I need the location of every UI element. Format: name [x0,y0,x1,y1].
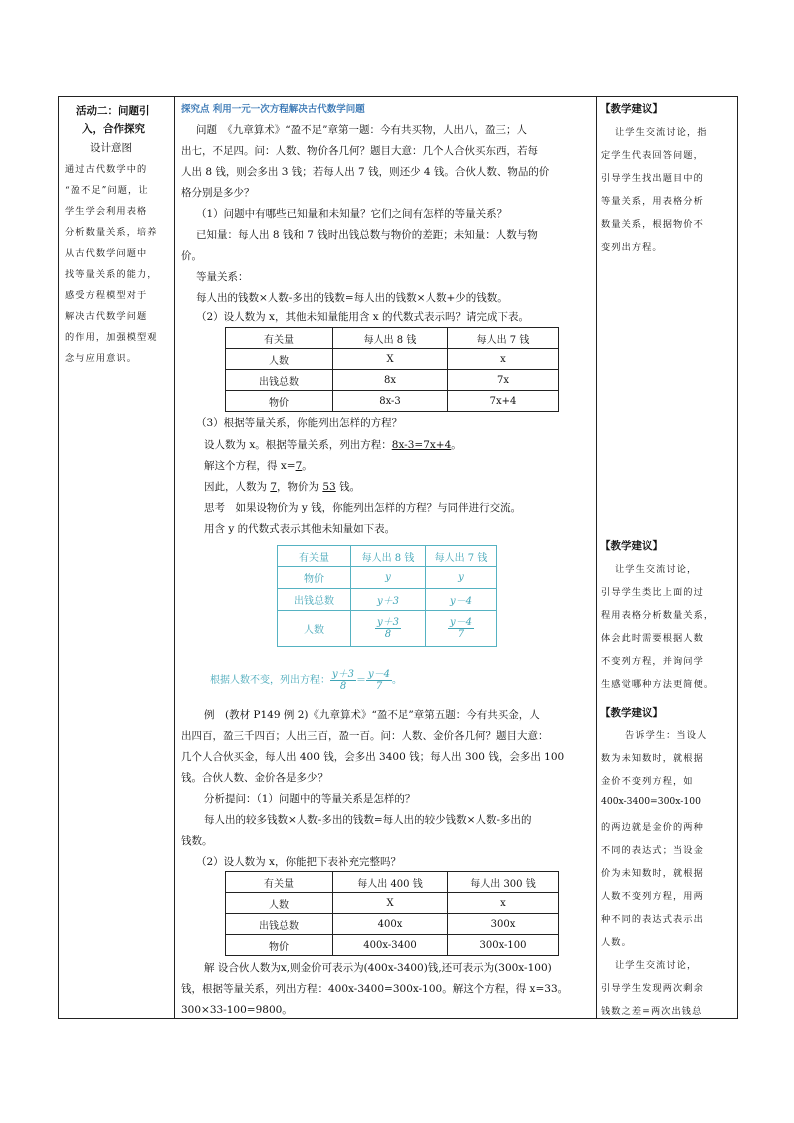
table-row [278,611,497,647]
table-cell: y [351,567,426,589]
fraction: $\frac{y+3}{8}$ [376,617,399,640]
table-cell: 400x [333,914,448,935]
table-header-cell: 有关量 [278,546,351,567]
section-heading: 探究点 利用一元一次方程解决古代数学问题 [181,104,365,115]
fraction: $\frac{y-4}{7}$ [449,617,472,640]
known-line: 已知量：每人出 8 钱和 7 钱时出钱总数与物价的差距；未知量：人数与物 [196,229,538,241]
suggestion-title: 【教学建议】 [600,707,663,719]
table-cell: X [333,893,448,914]
suggestion-line: 金价不变列方程，如 [601,776,694,787]
suggestion-line: 让学生交流讨论， [615,564,698,575]
question-1: （1）问题中有哪些已知量和未知量？它们之间有怎样的等量关系？ [196,208,508,220]
design-line: 解决古代数学问题 [65,311,148,322]
design-intent-title: 设计意图 [90,142,132,154]
design-line: “盈不足”问题，让 [65,185,149,196]
result-people: 7 [270,481,278,493]
table-cell: 人数 [226,893,333,914]
table-cell: 物价 [278,567,351,589]
table-header-cell: 每人出 8 钱 [333,328,448,349]
analysis-answer-line: 钱数。 [181,835,213,847]
lesson-table [58,96,738,1019]
solution-line: 解 设合伙人数为x,则金价可表示为(400x-3400)钱,还可表示为(300x-100) [204,962,552,974]
table-cell: 8x [333,370,448,391]
table-header-cell: 每人出 400 钱 [333,872,448,893]
suggestion-line: 人数不变列方程，用两 [601,891,704,902]
question-2b: （2）设人数为 x，你能把下表补充完整吗？ [196,856,401,868]
design-line: 的作用，加强模型观 [65,332,158,343]
design-line: 学生学会利用表格 [65,206,148,217]
table-row [278,567,497,589]
table-cell: x [448,349,559,370]
suggestion-line: 不同的表达式；当设金 [601,845,704,856]
problem-line: 出七，不足四。问：人数、物价各几何？题目大意：几个人合伙买东西，若每 [181,145,538,157]
result-line: 因此，人数为 7，物价为 53 钱。 [204,481,361,493]
table-cell [426,611,497,647]
suggestion-line: 引导学生类比上面的过 [601,587,704,598]
example-line: 几个人合伙买金，每人出 400 钱，会多出 3400 钱；每人出 300 钱，会多出 100 [181,751,565,763]
result-price: 53 [322,481,336,493]
problem-line: 格分别是多少？ [181,187,255,199]
think-line: 思考 如果设物价为 y 钱，你能列出怎样的方程？与同伴进行交流。 [204,502,522,514]
suggestion-line: 生感觉哪种方法更简便。 [601,679,715,690]
table-header-cell: 有关量 [226,872,333,893]
problem-line: 问题 《九章算术》“盈不足”章第一题：今有共买物，人出八，盈三；人 [196,124,527,136]
table-cell: X [333,349,448,370]
table-cell: y＋3 [351,589,426,611]
example-line: 例 (教材 P149 例 2)《九章算术》“盈不足”章第五题：今有共买金，人 [204,709,540,721]
table-row [226,914,559,935]
quantity-table-x [225,327,559,412]
suggestion-title: 【教学建议】 [600,540,663,552]
table-header-cell: 每人出 7 钱 [426,546,497,567]
table-cell [351,611,426,647]
analysis-question: 分析提问：（1）问题中的等量关系是怎样的？ [204,793,416,805]
solution-line: 300×33-100=9800。 [181,1004,293,1016]
table-cell: 300x [448,914,559,935]
solve-line: 解这个方程，得 x=7。 [204,460,313,472]
design-line: 感受方程模型对于 [65,290,148,301]
suggestion-line: 告诉学生：当设人 [625,730,708,741]
suggestion-line: 变列出方程。 [601,242,663,253]
suggestion-line: 定学生代表回答问题， [601,150,704,161]
example-line: 出四百，盈三千四百；人出三百，盈一百。问：人数、金价各几何？题目大意： [181,730,549,742]
suggestion-line: 种不同的表达式表示出 [601,914,704,925]
question-2: （2）设人数为 x，其他未知量能用含 x 的代数式表示吗？请完成下表。 [196,311,530,323]
suggestion-line: 价为未知数时，就根据 [601,868,704,879]
suggestion-line: 数为未知数时，就根据 [601,753,704,764]
table-cell: y [426,567,497,589]
table-cell: 物价 [226,391,333,412]
suggestion-line: 等量关系，用表格分析 [601,196,704,207]
equation-by-people: 根据人数不变，列出方程： $\frac{y+3}{8}$ ＝ $\frac{y-4}{7}$ 。 [210,669,403,692]
table-cell: 400x-3400 [333,935,448,956]
table-header-cell: 每人出 8 钱 [351,546,426,567]
suggestion-line: 人数。 [601,937,632,948]
table-row [226,370,559,391]
column-divider [174,97,175,1018]
design-line: 念与应用意识。 [65,353,138,364]
suggestion-line: 不变列方程，并询问学 [601,656,704,667]
table-cell: 8x-3 [333,391,448,412]
table-cell: 人数 [226,349,333,370]
suggestion-line: 数量关系，根据物价不 [601,219,704,230]
table-cell: 出钱总数 [226,914,333,935]
suggestion-line: 程用表格分析数量关系， [601,610,715,621]
table-header-cell: 每人出 300 钱 [448,872,559,893]
activity-title-line1: 活动二：问题引 [76,105,150,117]
suggestion-line: 让学生交流讨论， [615,960,698,971]
question-3: （3）根据等量关系，你能列出怎样的方程？ [196,417,403,429]
design-line: 分析数量关系，培养 [65,227,158,238]
table-row [226,391,559,412]
suggestion-line: 钱数之差=两次出钱总 [601,1006,703,1017]
think-line-2: 用含 y 的代数式表示其他未知量如下表。 [204,523,396,535]
design-line: 通过古代数学中的 [65,164,148,175]
table-cell: 7x [448,370,559,391]
table-cell: 出钱总数 [226,370,333,391]
table-row [278,589,497,611]
suggestion-title: 【教学建议】 [600,103,663,115]
solve-answer: 7 [295,460,303,472]
suggestion-line: 的两边就是金价的两种 [601,822,704,833]
equation-line: 设人数为 x。根据等量关系，列出方程：8x-3=7x+4。 [204,439,462,451]
table-cell: 物价 [226,935,333,956]
table-cell: 7x+4 [448,391,559,412]
example-line: 钱。合伙人数、金价各是多少？ [181,772,328,784]
analysis-answer-line: 每人出的较多钱数×人数-多出的钱数=每人出的较少钱数×人数-多出的 [204,814,532,826]
gold-table [225,871,559,956]
suggestion-line: 引导学生发现两次剩余 [601,983,704,994]
table-row [226,935,559,956]
design-line: 找等量关系的能力， [65,269,158,280]
quantity-table-y [277,545,497,647]
equal-relation-title: 等量关系： [196,271,249,283]
table-cell: 人数 [278,611,351,647]
suggestion-line: 体会此时需要根据人数 [601,633,704,644]
suggestion-line: 400x-3400=300x-100 [601,796,701,807]
suggestion-line: 引导学生找出题目中的 [601,173,704,184]
known-line: 价。 [181,250,202,262]
equal-relation: 每人出的钱数×人数-多出的钱数=每人出的钱数×人数+少的钱数。 [196,292,508,304]
problem-line: 人出 8 钱，则会多出 3 钱；若每人出 7 钱，则还少 4 钱。合伙人数、物品的价 [181,166,550,178]
table-header-cell: 有关量 [226,328,333,349]
table-cell: x [448,893,559,914]
column-divider [596,97,597,1018]
table-header-cell: 每人出 7 钱 [448,328,559,349]
table-cell: 300x-100 [448,935,559,956]
solution-line: 钱，根据等量关系，列出方程：400x-3400=300x-100。解这个方程，得 x=33。 [181,983,569,995]
design-line: 从古代数学问题中 [65,248,148,259]
table-row [226,349,559,370]
table-cell: 出钱总数 [278,589,351,611]
equation-answer: 8x-3=7x+4 [391,439,452,451]
activity-title-line2: 入，合作探究 [82,123,145,135]
table-row [226,893,559,914]
suggestion-line: 让学生交流讨论，指 [615,127,708,138]
table-cell: y－4 [426,589,497,611]
